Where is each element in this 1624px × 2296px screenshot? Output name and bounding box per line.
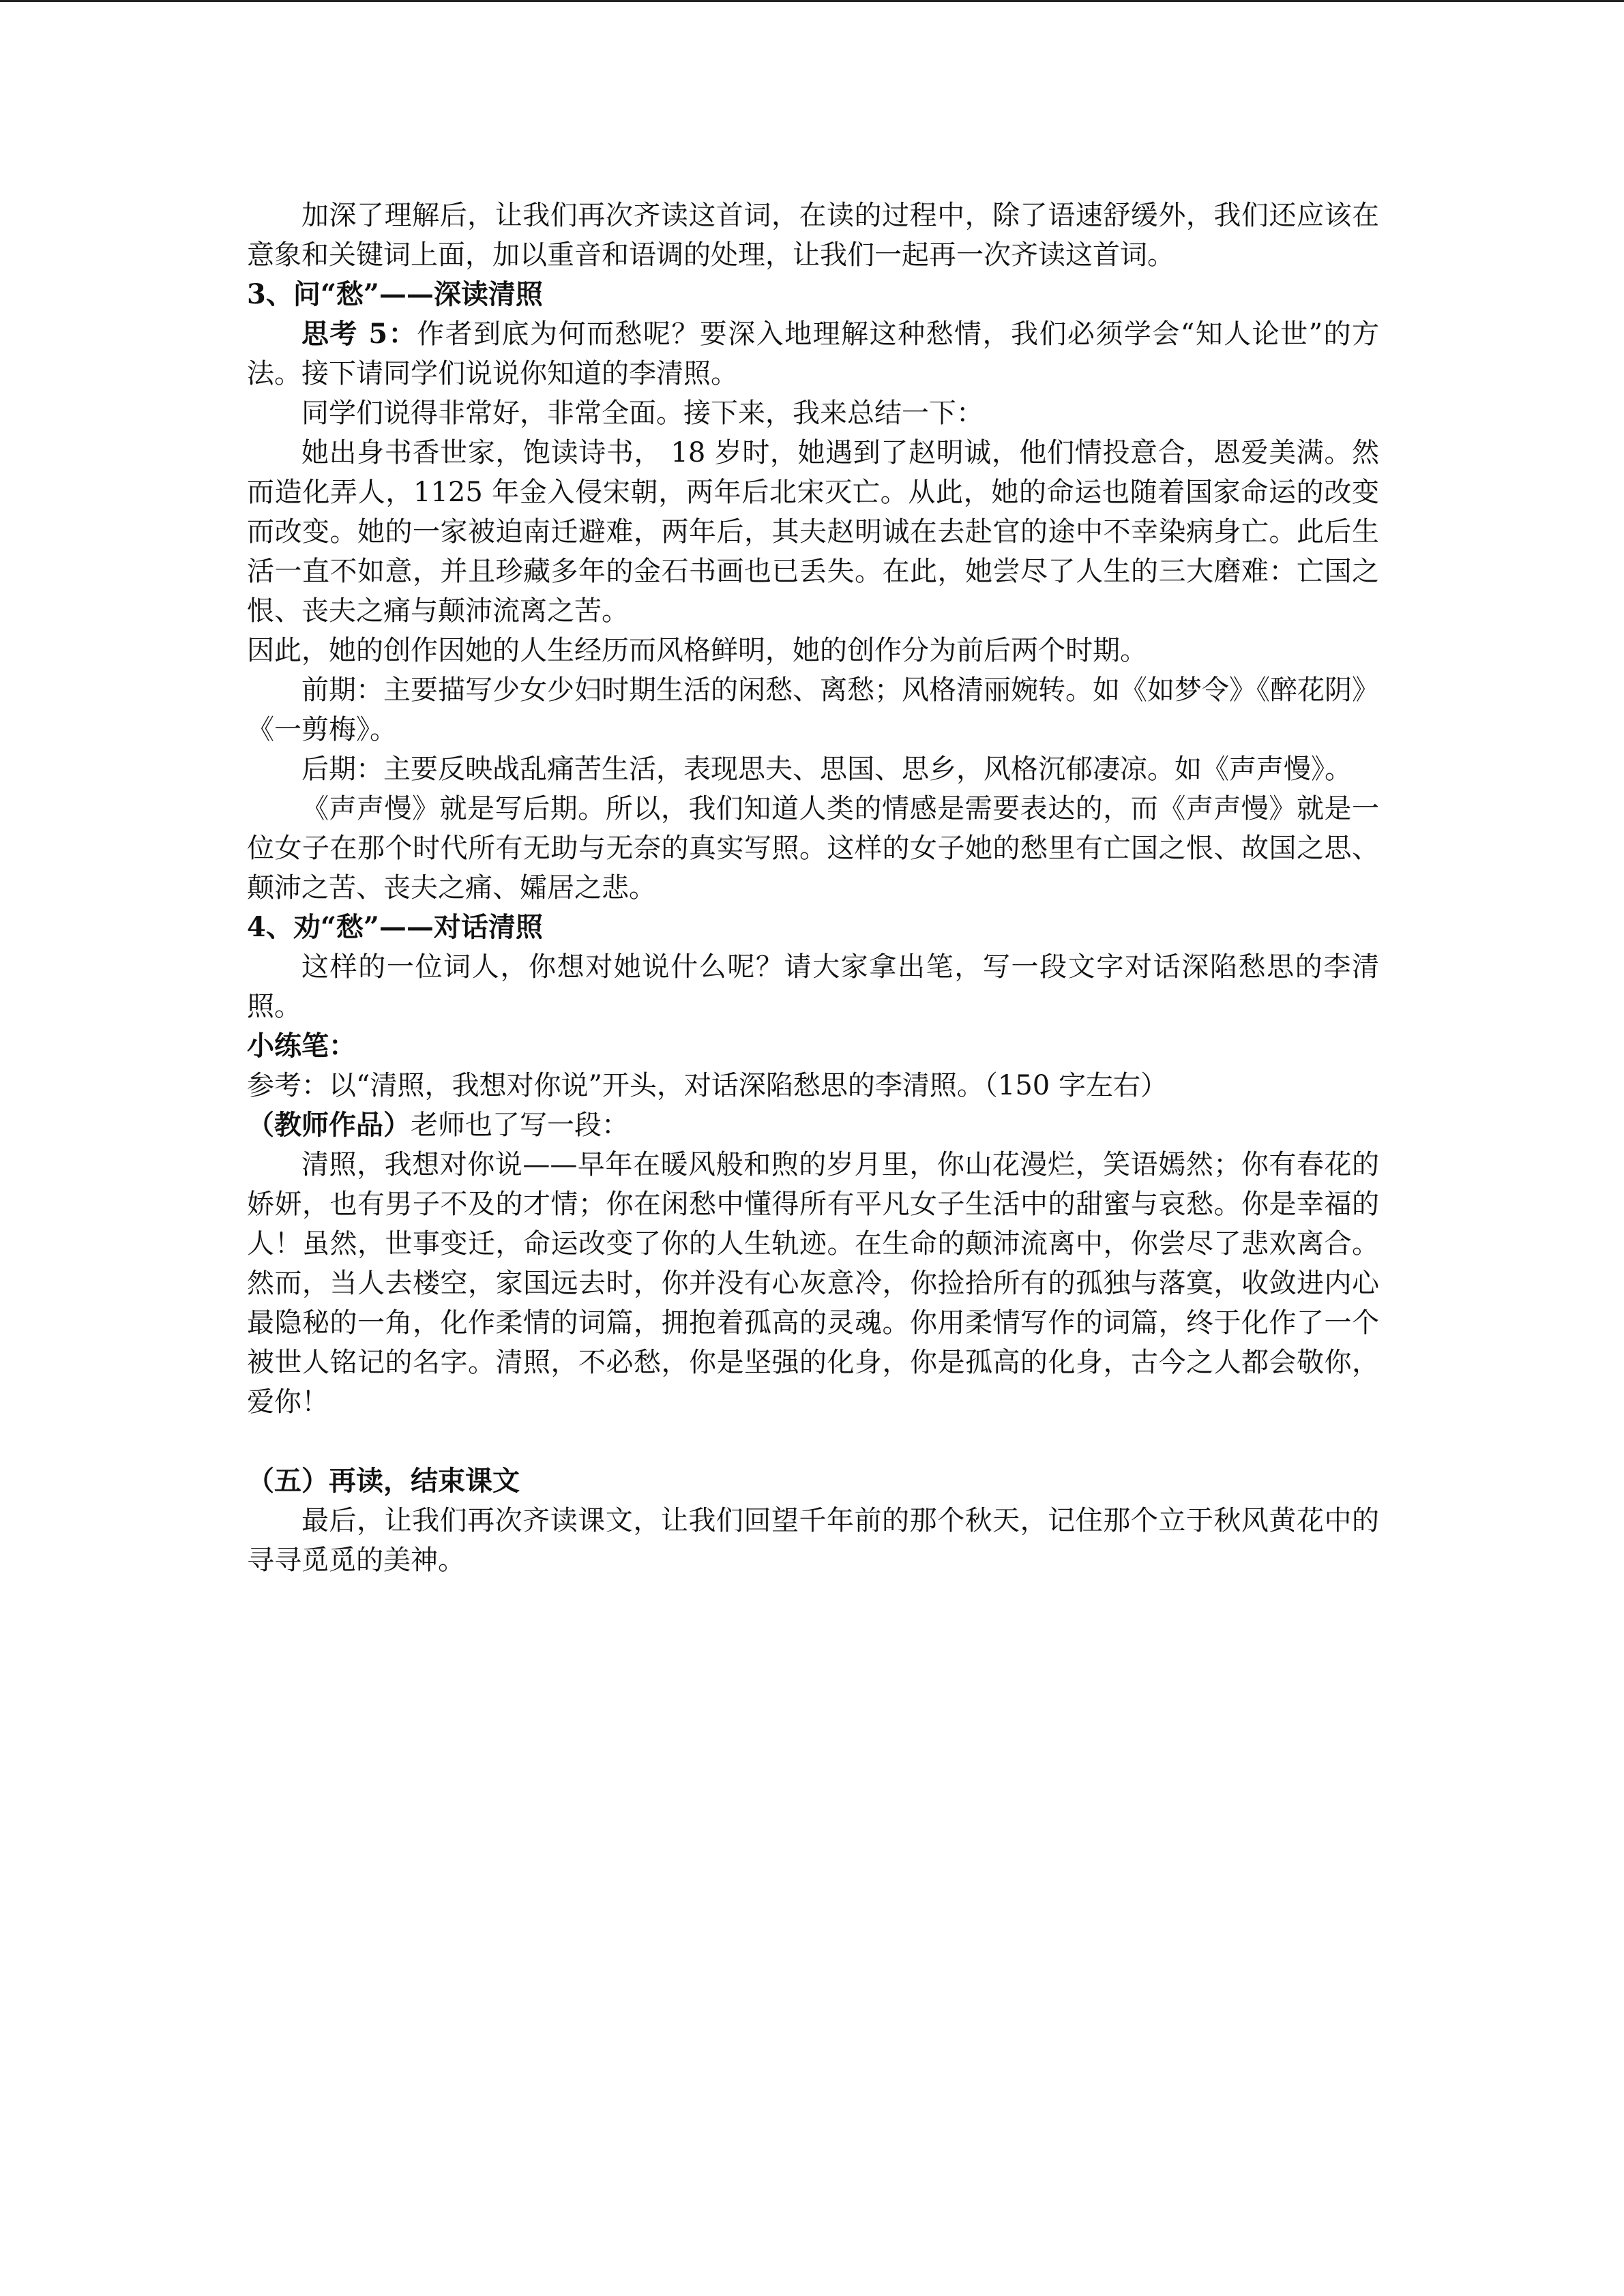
paragraph-early-period: 前期：主要描写少女少妇时期生活的闲愁、离愁；风格清丽婉转。如《如梦令》《醉花阴》《一剪梅》。 — [247, 674, 1379, 745]
paragraph-teacher-work: 清照，我想对你说——早年在暖风般和煦的岁月里，你山花漫烂，笑语嫣然；你有春花的娇妍，也有男子不及的才情；你在闲愁中懂得所有平凡女子生活中的甜蜜与哀愁。你是幸福的人！虽然，世事变迁，命运改变了你的人生轨迹。在生命的颠沛流离中，你尝尽了悲欢离合。然而，当人去楼空，家国远去时，你并没有心灰意冷，你捡拾所有的孤独与落寞，收敛进内心最隐秘的一角，化作柔情的词篇，拥抱着孤高的灵魂。你用柔情写作的词篇，终于化作了一个被世人铭记的名字。清照，不必愁，你是坚强的化身，你是孤高的化身，古今之人都会敬你，爱你！ — [247, 1149, 1379, 1418]
paragraph-reference: 参考：以“清照，我想对你说”开头，对话深陷愁思的李清照。（150 字左右） — [247, 1070, 1168, 1101]
paragraph-final-reading: 最后，让我们再次齐读课文，让我们回望千年前的那个秋天，记住那个立于秋风黄花中的寻寻觅觅的美神。 — [247, 1505, 1379, 1576]
page-top-border — [0, 0, 1624, 2]
practice-label: 小练笔： — [247, 1030, 356, 1062]
paragraph-shengshengman: 《声声慢》就是写后期。所以，我们知道人类的情感是需要表达的，而《声声慢》就是一位女子在那个时代所有无助与无奈的真实写照。这样的女子她的愁里有亡国之恨、故国之思、颠沛之苦、丧夫之痛、孀居之悲。 — [247, 793, 1379, 904]
paragraph-think-5 — [247, 314, 1379, 393]
paragraph-reread-intro: 加深了理解后，让我们再次齐读这首词，在读的过程中，除了语速舒缓外，我们还应该在意象和关键词上面，加以重音和语调的处理，让我们一起再一次齐读这首词。 — [247, 200, 1379, 271]
teacher-work-text: 老师也了写一段： — [411, 1109, 629, 1141]
paragraph-creative-periods: 因此，她的创作因她的人生经历而风格鲜明，她的创作分为前后两个时期。 — [247, 635, 1147, 666]
think-5-text: 作者到底为何而愁呢？要深入地理解这种愁情，我们必须学会“知人论世”的方法。接下请同学们说说你知道的李清照。 — [247, 318, 1379, 389]
paragraph-teacher-intro — [247, 1105, 1379, 1145]
teacher-work-label: （教师作品） — [247, 1109, 411, 1141]
paragraph-summary-intro: 同学们说得非常好，非常全面。接下来，我来总结一下： — [301, 398, 984, 429]
paragraph-biography: 她出身书香世家，饱读诗书， 18 岁时，她遇到了赵明诚，他们情投意合，恩爱美满。然而造化弄人，1125 年金入侵宋朝，两年后北宋灭亡。从此，她的命运也随着国家命运的改变而改变。她的一家被迫南迁避难，两年后，其夫赵明诚在去赴官的途中不幸染病身亡。此后生活一直不如意，并且珍藏多年的金石书画也已丢失。在此，她尝尽了人生的三大磨难：亡国之恨、丧夫之痛与颠沛流离之苦。 — [247, 437, 1379, 627]
spacer — [247, 1422, 1379, 1461]
think-5-label: 思考 5： — [301, 318, 417, 350]
paragraph-late-period: 后期：主要反映战乱痛苦生活，表现思夫、思国、思乡，风格沉郁凄凉。如《声声慢》。 — [301, 754, 1352, 785]
section-heading-4: 4、劝“愁”——对话清照 — [247, 911, 543, 943]
section-heading-3: 3、问“愁”——深读清照 — [247, 278, 543, 310]
section-heading-5: （五）再读，结束课文 — [247, 1465, 520, 1497]
document-page — [247, 196, 1379, 1580]
paragraph-dialog-prompt: 这样的一位词人，你想对她说什么呢？请大家拿出笔，写一段文字对话深陷愁思的李清照。 — [247, 951, 1379, 1022]
